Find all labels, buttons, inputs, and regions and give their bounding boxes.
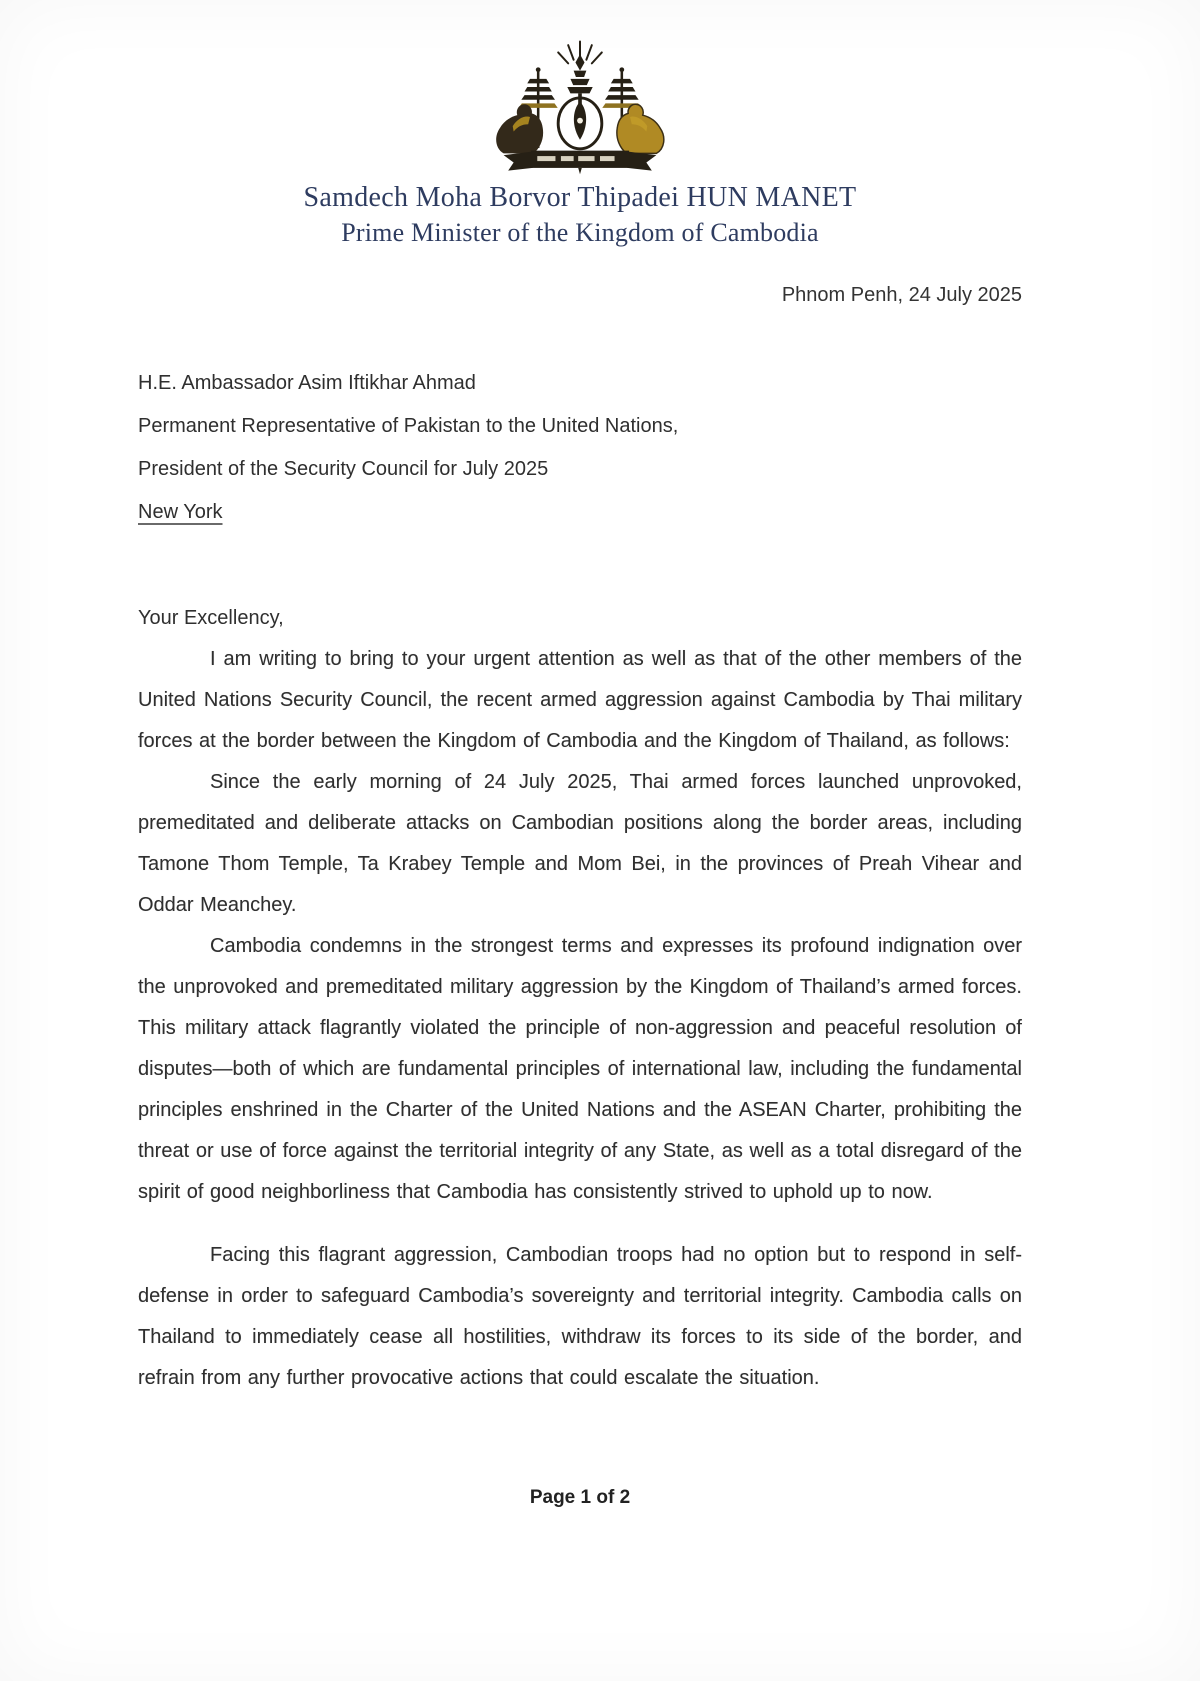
recipient-block	[138, 362, 1022, 534]
dateline: Phnom Penh, 24 July 2025	[781, 284, 1022, 306]
letterhead-sender-name: Samdech Moha Borvor Thipadei HUN MANET	[303, 182, 857, 213]
recipient-role: President of the Security Council for July 2025	[138, 458, 549, 480]
page-number: Page 1 of 2	[529, 1487, 631, 1508]
paragraph-1: I am writing to bring to your urgent attention as well as that of the other members of the United Nations Security Council, the recent armed aggression against Cambodia by Thai military forces at the border between the Kingdom of Cambodia and the Kingdom of Thailand, as follows:	[138, 648, 1022, 752]
paragraph-4: Facing this flagrant aggression, Cambodian troops had no option but to respond in self-defense in order to safeguard Cambodia’s sovereignty and territorial integrity. Cambodia calls on Thailand to immediately cease all hostilities, withdraw its forces to its side of the border, and refrain from any further provocative actions that could escalate the situation.	[138, 1244, 1022, 1389]
letterhead-sender-title: Prime Minister of the Kingdom of Cambodia	[341, 218, 819, 247]
salutation: Your Excellency,	[138, 607, 284, 629]
letterhead	[138, 38, 1022, 250]
recipient-city: New York	[138, 501, 223, 523]
paragraph-3: Cambodia condemns in the strongest terms and expresses its profound indignation over the unprovoked and premeditated military aggression by the Kingdom of Thailand’s armed forces. This military attack flagrantly violated the principle of non-aggression and peaceful resolution of disputes—both of which are fundamental principles of international law, including the fundamental principles enshrined in the Charter of the United Nations and the ASEAN Charter, prohibiting the threat or use of force against the territorial integrity of any State, as well as a total disregard of the spirit of good neighborliness that Cambodia has consistently strived to uphold up to now.	[138, 935, 1022, 1203]
recipient-name: H.E. Ambassador Asim Iftikhar Ahmad	[138, 372, 476, 394]
paragraph-2: Since the early morning of 24 July 2025, Thai armed forces launched unprovoked, premeditated and deliberate attacks on Cambodian positions along the border areas, including Tamone Thom Temple, Ta Krabey Temple and Mom Bei, in the provinces of Preah Vihear and Oddar Meanchey.	[138, 771, 1022, 916]
recipient-title: Permanent Representative of Pakistan to the United Nations,	[138, 415, 679, 437]
royal-arms-of-cambodia-icon	[480, 38, 680, 176]
